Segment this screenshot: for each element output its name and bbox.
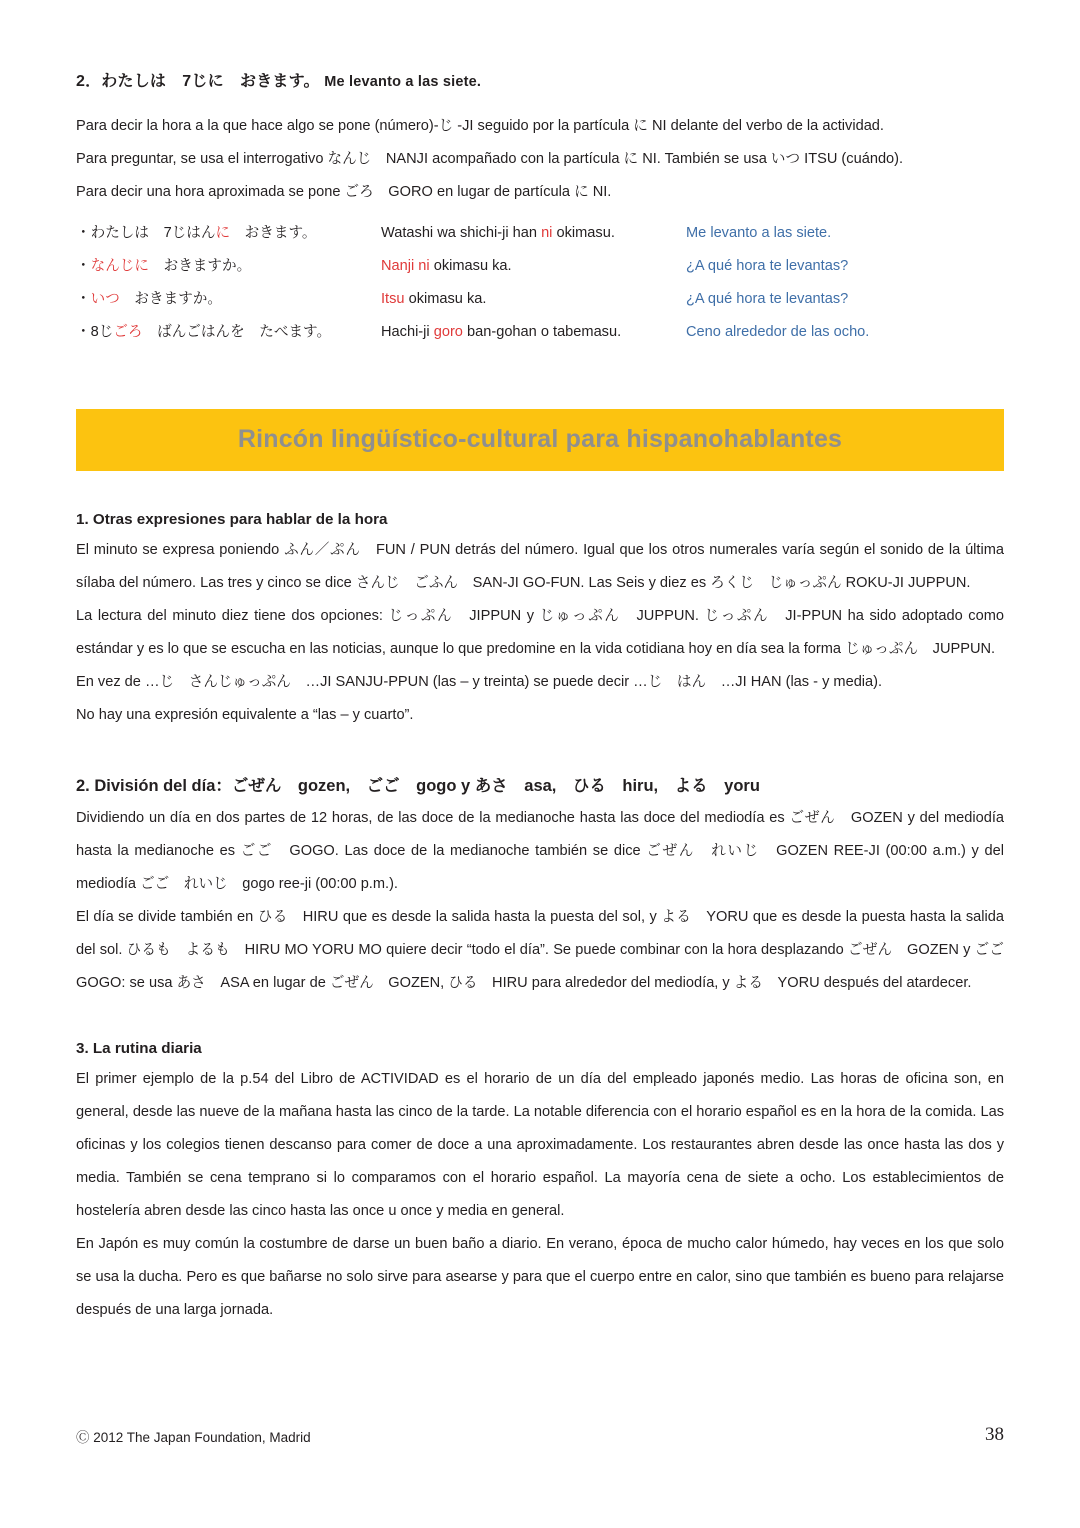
section-2-paragraph-3: Para decir una hora aproximada se pone ごろ GORO en lugar de partícula に NI. bbox=[76, 183, 612, 200]
example-japanese-highlight: に bbox=[215, 224, 231, 241]
block-1-paragraph-2: La lectura del minuto diez tiene dos opciones: じっぷん JIPPUN y じゅっぷん JUPPUN. じっぷん JI-PPUN ha sido adoptado como estándar y es lo que se escucha en las noticias, aunque lo que predomine en la vida cotidiana hoy en día sea la forma じゅっぷん JUPPUN. bbox=[76, 607, 1004, 657]
example-romaji-suffix: ban-gohan o tabemasu. bbox=[462, 323, 622, 340]
block-3-body bbox=[76, 1063, 1004, 1327]
example-japanese bbox=[76, 283, 381, 316]
example-japanese-highlight: なんじに bbox=[90, 257, 149, 274]
block-1-body bbox=[76, 534, 1004, 732]
example-japanese-highlight: いつ bbox=[90, 290, 120, 307]
page-footer bbox=[76, 1424, 1004, 1446]
block-2-paragraph-1: Dividiendo un día en dos partes de 12 horas, de las doce de la medianoche hasta las doce del mediodía es ごぜん GOZEN y del mediodía hasta la medianoche es ごご GOGO. Las doce de la medianoche también se dice ごぜん れいじ GOZEN REE-JI (00:00 a.m.) y del mediodía ごご れいじ gogo ree-ji (00:00 p.m.). bbox=[76, 809, 1004, 892]
example-romaji bbox=[381, 250, 686, 283]
block-3-title: 3. La rutina diaria bbox=[76, 1039, 202, 1057]
block-2-paragraph-2: El día se divide también en ひる HIRU que es desde la salida hasta la puesta del sol, y よる YORU que es desde la puesta hasta la salida del sol. ひるも よるも HIRU MO YORU MO quiere decir “todo el día”. Se puede combinar con la hora desplazando ごぜん GOZEN y ごご GOGO: se usa あさ ASA en lugar de ごぜん GOZEN, ひる HIRU para alrededor del mediodía, y よる YORU después del atardecer. bbox=[76, 908, 1019, 991]
block-2-body bbox=[76, 802, 1019, 1000]
example-japanese bbox=[76, 250, 381, 283]
block-1-title: 1. Otras expresiones para hablar de la hora bbox=[76, 510, 388, 528]
example-romaji bbox=[381, 217, 686, 250]
table-row bbox=[76, 217, 1004, 250]
example-romaji-highlight: Nanji ni bbox=[381, 257, 430, 274]
example-spanish: Ceno alrededor de las ocho. bbox=[686, 323, 870, 340]
example-japanese-suffix: ばんごはんを たべます。 bbox=[142, 323, 332, 340]
example-spanish: ¿A qué hora te levantas? bbox=[686, 290, 849, 307]
page-number: 38 bbox=[985, 1424, 1004, 1445]
table-row bbox=[76, 316, 1004, 349]
example-romaji-highlight: goro bbox=[433, 323, 463, 340]
block-1-paragraph-4: No hay una expresión equivalente a “las – y cuarto”. bbox=[76, 706, 414, 723]
section-2-paragraph-2: Para preguntar, se usa el interrogativo なんじ NANJI acompañado con la partícula に NI. También se usa いつ ITSU (cuándo). bbox=[76, 150, 904, 167]
example-japanese-suffix: おきますか。 bbox=[119, 290, 222, 307]
example-spanish: ¿A qué hora te levantas? bbox=[686, 257, 849, 274]
example-japanese-prefix: ・8じ bbox=[76, 323, 114, 340]
example-romaji-suffix: okimasu. bbox=[552, 224, 615, 241]
example-romaji-prefix: Hachi-ji bbox=[381, 323, 434, 340]
example-romaji bbox=[381, 283, 686, 316]
example-japanese-highlight: ごろ bbox=[113, 323, 143, 340]
block-1-paragraph-3: En vez de …じ さんじゅっぷん …JI SANJU-PPUN (las – y treinta) se puede decir …じ はん …JI HAN (las - y media). bbox=[76, 673, 883, 690]
example-japanese bbox=[76, 217, 381, 250]
example-romaji-suffix: okimasu ka. bbox=[404, 290, 487, 307]
example-sentences-table bbox=[76, 217, 1004, 349]
example-spanish: Me levanto a las siete. bbox=[686, 224, 832, 241]
table-row bbox=[76, 283, 1004, 316]
section-2-heading-spanish: Me levanto a las siete. bbox=[324, 74, 482, 90]
example-romaji-prefix: Watashi wa shichi-ji han bbox=[381, 224, 542, 241]
block-3-paragraph-2: En Japón es muy común la costumbre de darse un buen baño a diario. En verano, época de mucho calor húmedo, hay veces en los que solo se usa la ducha. Pero es que bañarse no solo sirve para asearse y para que el cuerpo entre en calor, sino que también es bueno para relajarse después de una larga jornada. bbox=[76, 1235, 1004, 1318]
section-2-paragraph-1: Para decir la hora a la que hace algo se pone (número)-じ -JI seguido por la partícula に NI delante del verbo de la actividad. bbox=[76, 117, 884, 134]
example-romaji bbox=[381, 316, 686, 349]
example-romaji-suffix: okimasu ka. bbox=[429, 257, 512, 274]
example-japanese bbox=[76, 316, 381, 349]
section-2-heading bbox=[76, 72, 1004, 92]
example-romaji-highlight: ni bbox=[541, 224, 553, 241]
cultural-corner-banner-title: Rincón lingüístico-cultural para hispanohablantes bbox=[237, 425, 843, 454]
example-japanese-prefix: ・ bbox=[76, 257, 91, 274]
block-2-title-text: 2. División del día：ごぜん gozen, ごご gogo y あさ asa, ひる hiru, よる yoru bbox=[76, 776, 760, 795]
example-japanese-suffix: おきますか。 bbox=[149, 257, 252, 274]
cultural-corner-banner bbox=[76, 409, 1004, 471]
example-japanese-suffix: おきます。 bbox=[230, 224, 317, 241]
section-2-heading-japanese: 2．わたしは 7じに おきます。 bbox=[76, 73, 320, 90]
example-japanese-prefix: ・ bbox=[76, 290, 91, 307]
copyright-notice: Ⓒ 2012 The Japan Foundation, Madrid bbox=[76, 1430, 311, 1445]
example-romaji-highlight: Itsu bbox=[381, 290, 405, 307]
example-japanese-prefix: ・わたしは 7じはん bbox=[76, 224, 216, 241]
table-row bbox=[76, 250, 1004, 283]
block-3-paragraph-1: El primer ejemplo de la p.54 del Libro de ACTIVIDAD es el horario de un día del empleado japonés medio. Las horas de oficina son, en general, desde las nueve de la mañana hasta las cinco de la tarde. La notable diferencia con el horario español es en la hora de la comida. Las oficinas y los colegios tienen descanso para comer de doce a una aproximadamente. Los restaurantes abren desde las once hasta las dos y media. También se cena temprano si lo comparamos con el horario español. La mayoría cena de siete a ocho. Los establecimientos de hostelería abren desde las cinco hasta las once u once y media en general. bbox=[76, 1070, 1004, 1219]
block-1-paragraph-1: El minuto se expresa poniendo ふん／ぷん FUN / PUN detrás del número. Igual que los otros numerales varía según el sonido de la última sílaba del número. Las tres y cinco se dice さんじ ごふん SAN-JI GO-FUN. Las Seis y diez es ろくじ じゅっぷん ROKU-JI JUPPUN. bbox=[76, 541, 1004, 591]
block-2-title bbox=[76, 772, 1004, 796]
